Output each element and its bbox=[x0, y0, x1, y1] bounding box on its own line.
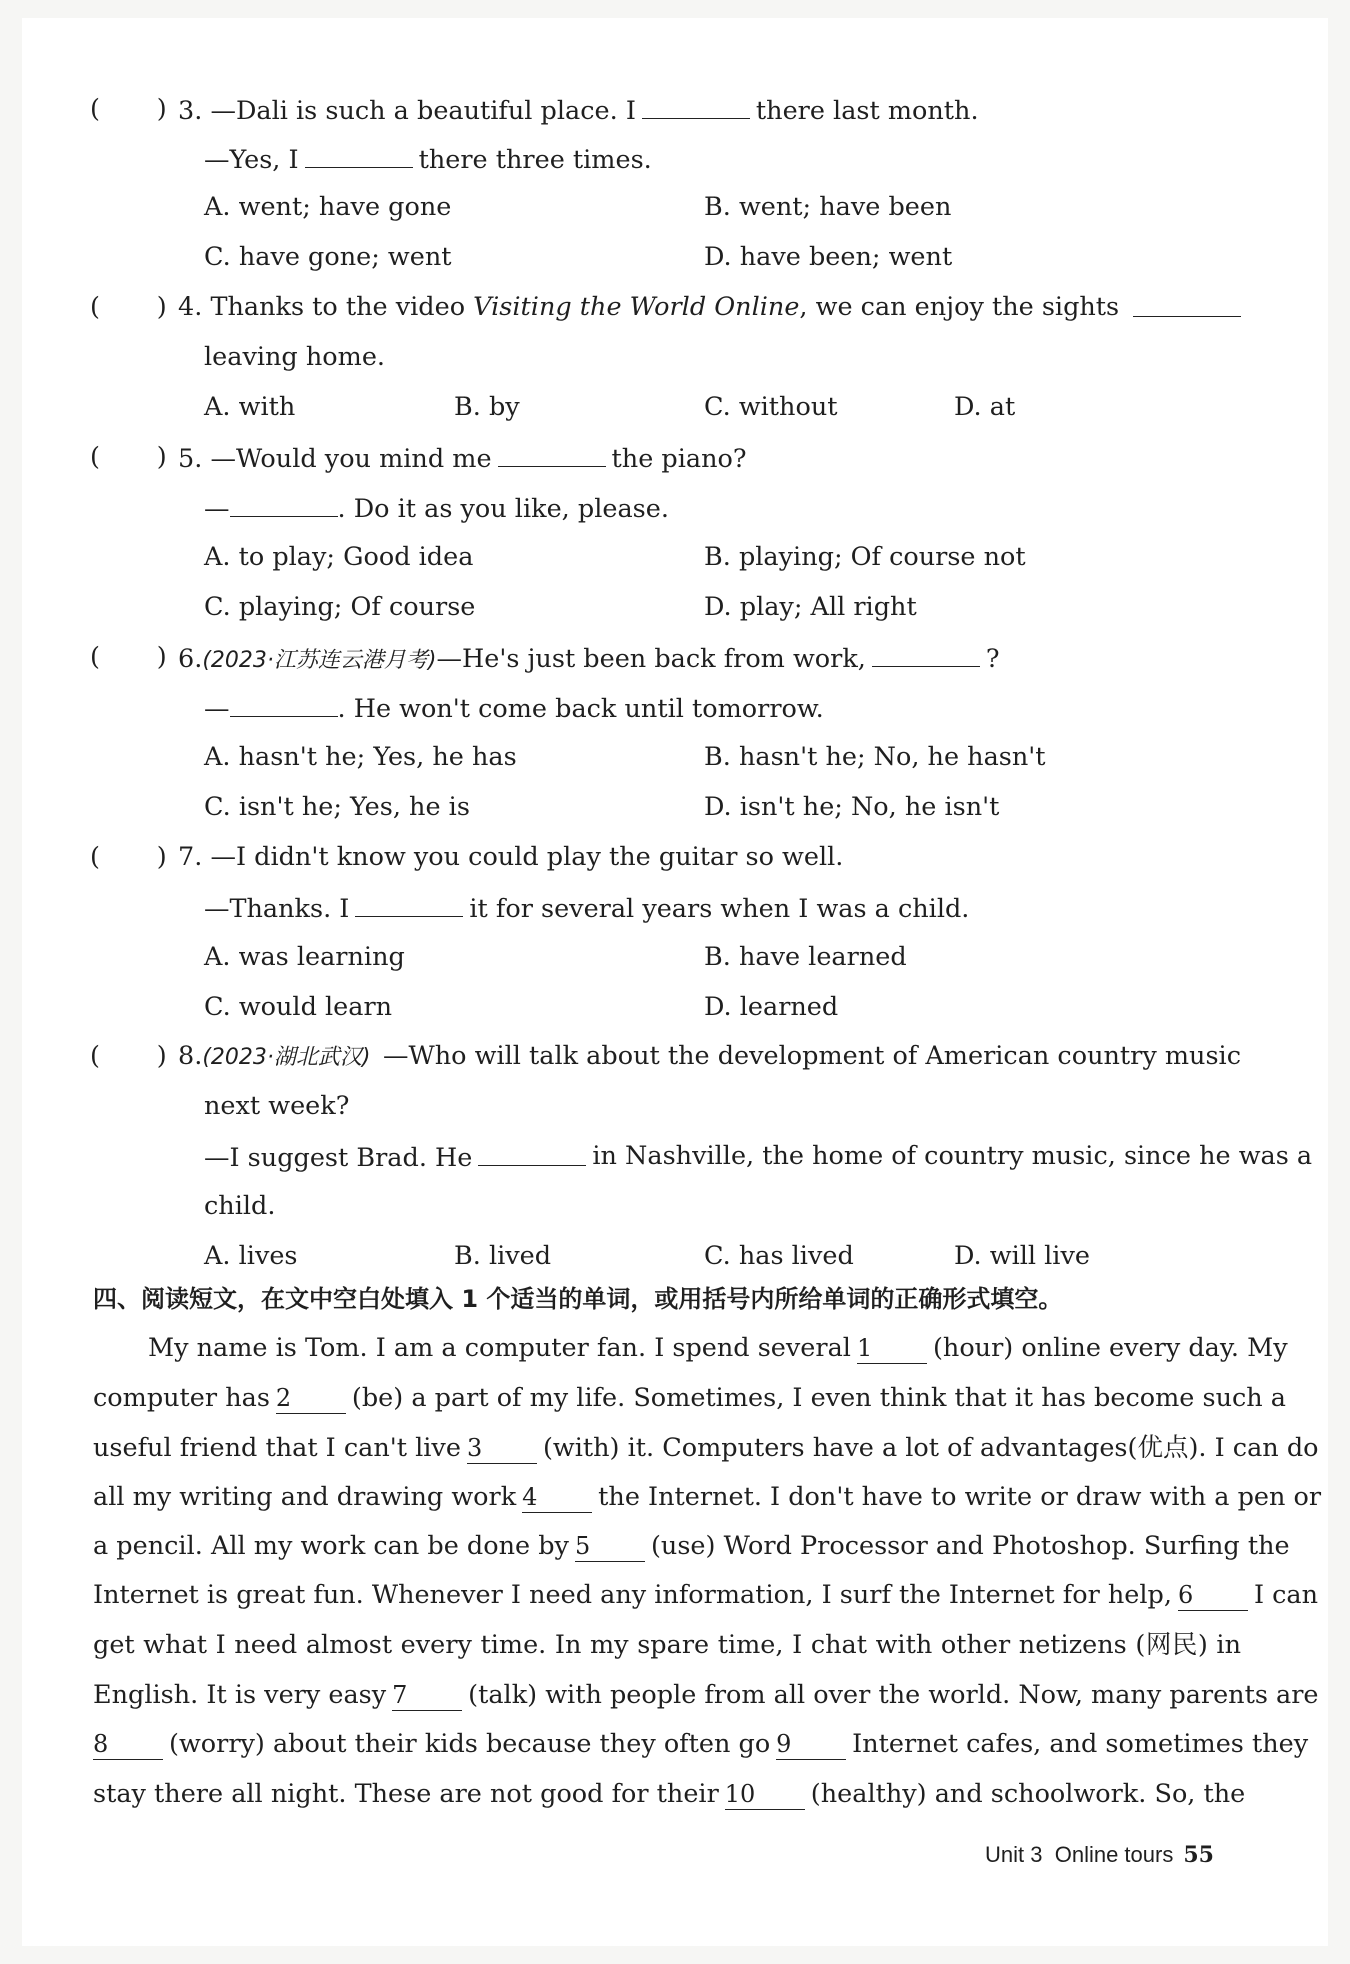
option-a[interactable]: A. went; have gone bbox=[204, 192, 452, 222]
question-line: 7. —I didn't know you could play the guitar so well. bbox=[178, 842, 844, 872]
option-a[interactable]: A. with bbox=[204, 392, 296, 422]
option-c[interactable]: C. has lived bbox=[704, 1241, 854, 1271]
question-line: — . He won't come back until tomorrow. bbox=[204, 690, 824, 726]
passage-line: get what I need almost every time. In my spare time, I chat with other netizens (网民) in bbox=[93, 1630, 1241, 1660]
option-b[interactable]: B. went; have been bbox=[704, 192, 952, 222]
answer-blank[interactable] bbox=[230, 690, 338, 717]
question-line: —I suggest Brad. He in Nashville, the home of country music, since he was a bbox=[204, 1141, 1313, 1173]
answer-paren[interactable]: ( ) bbox=[90, 642, 167, 672]
question-line: —Thanks. I it for several years when I was a child. bbox=[204, 890, 969, 926]
question-line: — . Do it as you like, please. bbox=[204, 490, 669, 526]
passage-blank-10[interactable]: 10 bbox=[725, 1779, 805, 1810]
page-number: 55 bbox=[1183, 1842, 1214, 1868]
question-line: leaving home. bbox=[204, 342, 386, 372]
answer-paren[interactable]: ( ) bbox=[90, 292, 167, 322]
passage-blank-5[interactable]: 5 bbox=[575, 1531, 645, 1562]
option-d[interactable]: D. learned bbox=[704, 992, 839, 1022]
passage-blank-1[interactable]: 1 bbox=[857, 1333, 927, 1364]
passage-line: useful friend that I can't live 3 (with) it. Computers have a lot of advantages(优点). I can do bbox=[93, 1433, 1319, 1463]
page-footer bbox=[985, 1842, 1214, 1868]
option-a[interactable]: A. to play; Good idea bbox=[204, 542, 474, 572]
option-c[interactable]: C. isn't he; Yes, he is bbox=[204, 792, 470, 822]
option-d[interactable]: D. at bbox=[954, 392, 1016, 422]
answer-blank[interactable] bbox=[230, 490, 338, 517]
answer-paren[interactable]: ( ) bbox=[90, 1041, 167, 1071]
option-b[interactable]: B. by bbox=[454, 392, 520, 422]
passage-blank-2[interactable]: 2 bbox=[276, 1383, 346, 1414]
answer-paren[interactable]: ( ) bbox=[90, 842, 167, 872]
footer-unit: Unit 3 bbox=[985, 1842, 1043, 1867]
passage-line: 8 (worry) about their kids because they often go 9 Internet cafes, and sometimes they bbox=[93, 1729, 1309, 1759]
passage-blank-3[interactable]: 3 bbox=[467, 1433, 537, 1464]
answer-blank[interactable] bbox=[872, 640, 980, 667]
option-b[interactable]: B. playing; Of course not bbox=[704, 542, 1026, 572]
option-a[interactable]: A. lives bbox=[204, 1241, 298, 1271]
passage-line: all my writing and drawing work 4 the Internet. I don't have to write or draw with a pen or bbox=[93, 1482, 1322, 1512]
option-a[interactable]: A. was learning bbox=[204, 942, 405, 972]
question-line: 8.(2023·湖北武汉) —Who will talk about the development of American country music bbox=[178, 1041, 1241, 1071]
option-d[interactable]: D. isn't he; No, he isn't bbox=[704, 792, 1000, 822]
passage-line: Internet is great fun. Whenever I need any information, I surf the Internet for help, 6 I can bbox=[93, 1580, 1319, 1610]
question-line: 5. —Would you mind me the piano? bbox=[178, 440, 747, 476]
question-line: next week? bbox=[204, 1091, 350, 1121]
question-source: (2023·江苏连云港月考) bbox=[202, 648, 437, 673]
question-line: —Yes, I there three times. bbox=[204, 141, 652, 177]
passage-blank-6[interactable]: 6 bbox=[1178, 1580, 1248, 1611]
option-b[interactable]: B. have learned bbox=[704, 942, 907, 972]
option-d[interactable]: D. will live bbox=[954, 1241, 1090, 1271]
option-c[interactable]: C. without bbox=[704, 392, 838, 422]
passage-blank-8[interactable]: 8 bbox=[93, 1729, 163, 1760]
answer-blank[interactable] bbox=[305, 141, 413, 168]
passage-blank-7[interactable]: 7 bbox=[392, 1680, 462, 1711]
answer-blank[interactable] bbox=[498, 440, 606, 467]
question-line: 4. Thanks to the video Visiting the World Online, we can enjoy the sights bbox=[178, 290, 1241, 324]
passage-blank-4[interactable]: 4 bbox=[522, 1482, 592, 1513]
option-d[interactable]: D. have been; went bbox=[704, 242, 953, 272]
answer-paren[interactable]: ( ) bbox=[90, 94, 167, 124]
answer-blank[interactable] bbox=[355, 890, 463, 917]
footer-title: Online tours bbox=[1054, 1842, 1174, 1867]
option-c[interactable]: C. would learn bbox=[204, 992, 393, 1022]
option-b[interactable]: B. lived bbox=[454, 1241, 552, 1271]
answer-blank[interactable] bbox=[1133, 290, 1241, 317]
question-source: (2023·湖北武汉) bbox=[202, 1045, 371, 1070]
passage-line: stay there all night. These are not good for their 10 (healthy) and schoolwork. So, the bbox=[93, 1779, 1246, 1809]
question-line: 3. —Dali is such a beautiful place. I there last month. bbox=[178, 92, 979, 128]
answer-blank[interactable] bbox=[478, 1139, 586, 1166]
passage-line: English. It is very easy 7 (talk) with people from all over the world. Now, many parents are bbox=[93, 1680, 1319, 1710]
passage-line: computer has 2 (be) a part of my life. Sometimes, I even think that it has become such a bbox=[93, 1383, 1287, 1413]
answer-paren[interactable]: ( ) bbox=[90, 442, 167, 472]
option-c[interactable]: C. playing; Of course bbox=[204, 592, 476, 622]
question-line: 6.(2023·江苏连云港月考)—He's just been back from work, ? bbox=[178, 640, 1000, 678]
passage-line: a pencil. All my work can be done by 5 (use) Word Processor and Photoshop. Surfing the bbox=[93, 1531, 1290, 1561]
passage-line: My name is Tom. I am a computer fan. I spend several 1 (hour) online every day. My bbox=[148, 1333, 1288, 1363]
answer-blank[interactable] bbox=[642, 92, 750, 119]
option-a[interactable]: A. hasn't he; Yes, he has bbox=[204, 742, 517, 772]
option-d[interactable]: D. play; All right bbox=[704, 592, 917, 622]
option-c[interactable]: C. have gone; went bbox=[204, 242, 452, 272]
question-line: child. bbox=[204, 1191, 276, 1221]
passage-blank-9[interactable]: 9 bbox=[776, 1729, 846, 1760]
option-b[interactable]: B. hasn't he; No, he hasn't bbox=[704, 742, 1046, 772]
section-heading: 四、阅读短文，在文中空白处填入 1 个适当的单词，或用括号内所给单词的正确形式填空。 bbox=[93, 1285, 1063, 1313]
